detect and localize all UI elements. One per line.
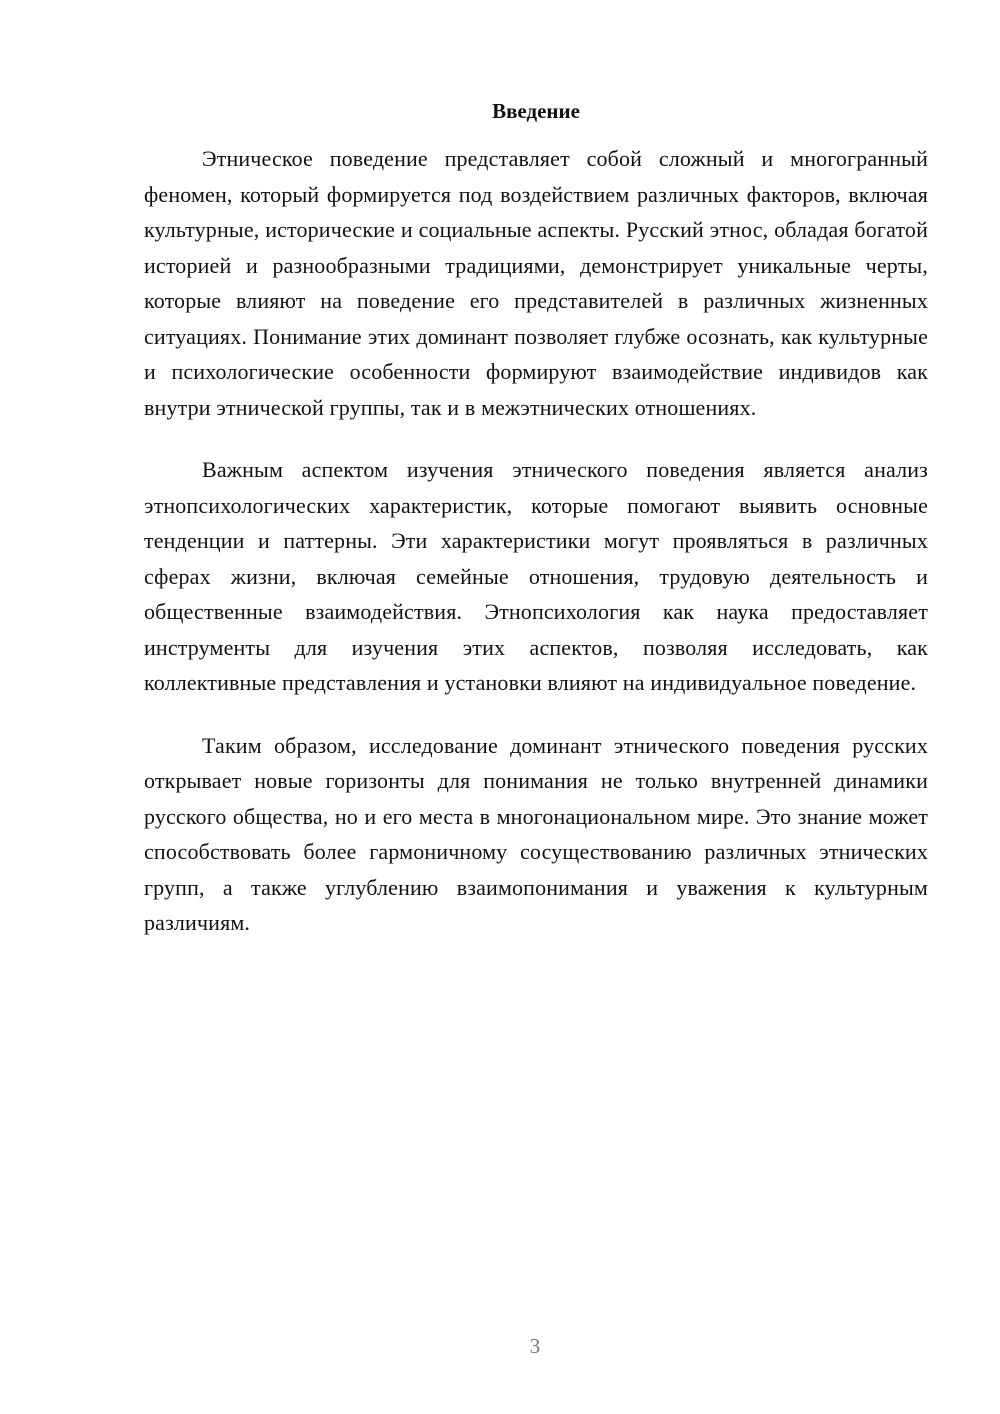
paragraph-2: Важным аспектом изучения этнического поведения является анализ этнопсихологических характеристик, которые помогают выявить основные тенденции и паттерны. Эти характеристики могут проявляться в различных сферах жизни, включая семейные отношения, трудовую деятельность и общественные взаимодействия. Этнопсихология как наука предоставляет инструменты для изучения этих аспектов, позволяя исследовать, как коллективные представления и установки влияют на индивидуальное поведение. — [144, 457, 928, 695]
page-number: 3 — [529, 1334, 541, 1358]
body-text — [144, 141, 928, 968]
paragraph-1: Этническое поведение представляет собой сложный и многогранный феномен, который формируется под воздействием различных факторов, включая культурные, исторические и социальные аспекты. Русский этнос, обладая богатой историей и разнообразными традициями, демонстрирует уникальные черты, которые влияют на поведение его представителей в различных жизненных ситуациях. Понимание этих доминант позволяет глубже осознать, как культурные и психологические особенности формируют взаимодействие индивидов как внутри этнической группы, так и в межэтнических отношениях. — [144, 146, 928, 420]
section-heading: Введение — [492, 99, 580, 123]
paragraph-3: Таким образом, исследование доминант этнического поведения русских открывает новые горизонты для понимания не только внутренней динамики русского общества, но и его места в многонациональном мире. Это знание может способствовать более гармоничному сосуществованию различных этнических групп, а также углублению взаимопонимания и уважения к культурным различиям. — [144, 732, 928, 935]
